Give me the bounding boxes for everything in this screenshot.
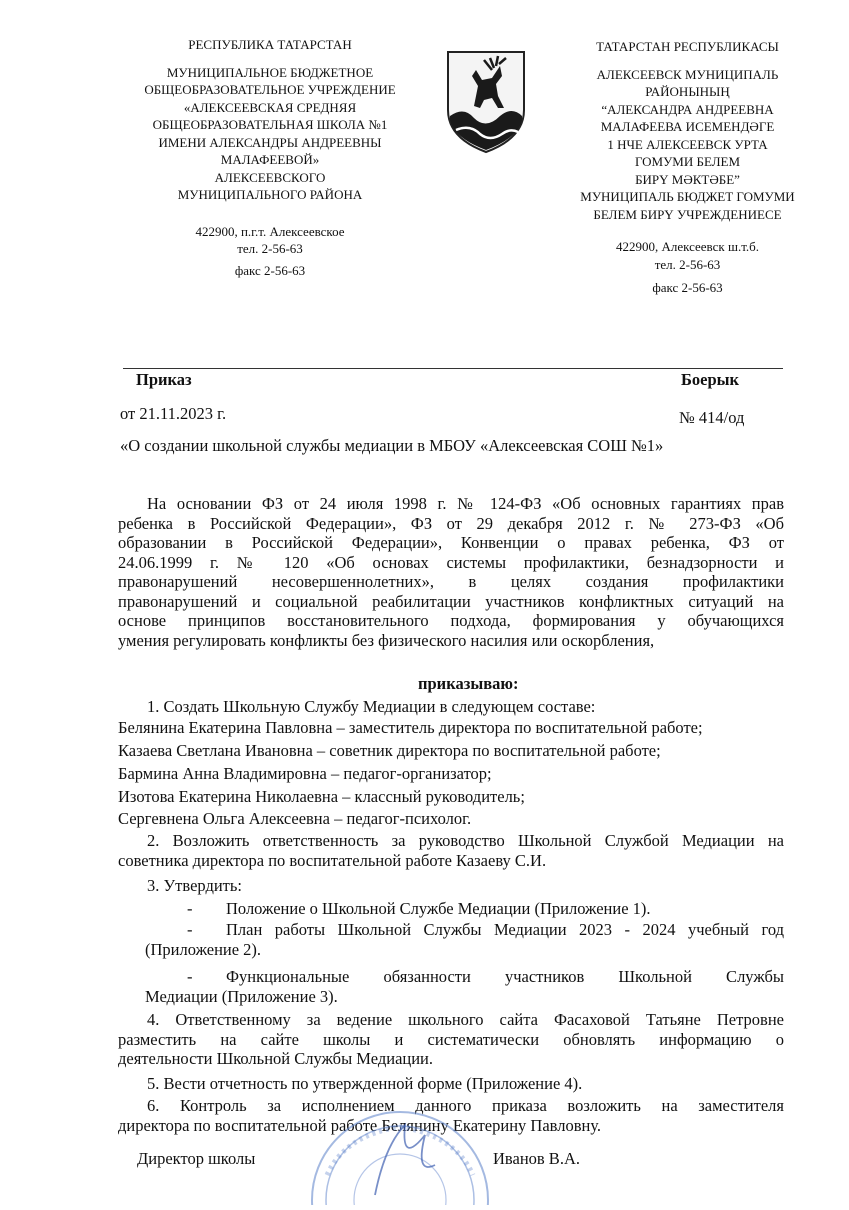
item2 [118,831,784,870]
preamble-line: образовании в Российской Федерации», Конвенции о правах ребенка, ФЗ от [118,533,784,552]
item3-subitem-line: Функциональные обязанности участников Школьной Службы [226,967,784,986]
decree-word: приказываю: [418,674,519,693]
order-title-tt: Боерык [681,370,740,389]
header-right-line: БИРҮ МӘКТӘБЕ” [635,171,740,187]
item6-line: 6. Контроль за исполнением данного приказа возложить на заместителя [147,1096,784,1115]
preamble-line: правонарушений несовершеннолетних», в целях создания профилактики [118,572,784,591]
header-right-phone: тел. 2-56-63 [654,256,721,272]
header-right-line: АЛЕКСЕЕВСК МУНИЦИПАЛЬ [596,66,779,82]
header-left-line: ИМЕНИ АЛЕКСАНДРЫ АНДРЕЕВНЫ [158,134,382,150]
member-line: Бармина Анна Владимировна – педагог-организатор; [118,764,492,783]
item5: 5. Вести отчетность по утвержденной форме (Приложение 4). [147,1074,583,1093]
item3-subitem-line: (Приложение 2). [145,939,262,959]
preamble-line: 24.06.1999 г. № 120 «Об основах системы профилактики, безнадзорности и [118,552,784,572]
order-number: № 414/од [679,408,745,427]
header-right-line: МУНИЦИПАЛЬ БЮДЖЕТ ГОМУМИ [580,189,795,204]
header-left-phone: тел. 2-56-63 [237,241,303,256]
item1-title: 1. Создать Школьную Службу Медиации в следующем составе: [147,697,596,716]
header-left-address: 422900, п.г.т. Алексеевское [195,223,345,239]
item2-line: советника директора по воспитательной работе Казаеву С.И. [118,850,547,870]
header-right-line: РАЙОНЫНЫҢ [645,84,730,99]
item3-subitem-line: План работы Школьной Службы Медиации 2023 - 2024 учебный год [226,920,784,939]
preamble-line: умения регулировать конфликты без физического насилия или оскорбления, [118,630,655,650]
preamble-line: ребенка в Российской Федерации», ФЗ от 29 декабря 2012 г. № 273-ФЗ «Об [118,513,784,533]
preamble [118,494,784,650]
header-right-line: ГОМУМИ БЕЛЕМ [634,154,741,169]
header-left [120,36,420,279]
item3-title: 3. Утвердить: [147,876,242,895]
header-left-line: АЛЕКСЕЕВСКОГО [214,169,326,185]
header-right-line: МАЛАФЕЕВА ИСЕМЕНДӘГЕ [600,119,775,134]
member-line: Казаева Светлана Ивановна – советник директора по воспитательной работе; [118,741,661,760]
item4-line: разместить на сайте школы и систематически обновлять информацию о [118,1029,784,1049]
item3-subitem-line: Медиации (Приложение 3). [145,986,338,1006]
header-left-line: МАЛАФЕЕВОЙ» [220,152,320,167]
item3-subitem [145,967,784,1006]
bullet-dash: - [187,920,193,939]
order-title-ru: Приказ [136,370,192,389]
coat-of-arms-icon [444,46,528,154]
item3-subitem [145,920,784,959]
header-right [545,38,830,297]
header-right-line: ТАТАРСТАН РЕСПУБЛИКАСЫ [596,39,779,54]
item6-line: директора по воспитательной работе Белянину Екатерину Павловну. [118,1115,602,1135]
item2-line: 2. Возложить ответственность за руководство Школьной Службой Медиации на [147,831,784,850]
preamble-line: основе принципов восстановительного подхода, формирования у обучающихся [118,611,784,630]
header-right-line: 1 НЧЕ АЛЕКСЕЕВСК УРТА [607,136,768,152]
order-date: от 21.11.2023 г. [120,404,227,423]
official-stamp [305,1105,495,1205]
signature-position: Директор школы [137,1149,256,1168]
member-line: Изотова Екатерина Николаевна – классный руководитель; [118,787,525,806]
header-right-line: “АЛЕКСАНДРА АНДРЕЕВНА [601,101,774,117]
stamp-seal-icon [305,1105,495,1205]
item4-line: 4. Ответственному за ведение школьного сайта Фасаховой Татьяне Петровне [147,1010,784,1029]
header-right-line: БЕЛЕМ БИРҮ УЧРЕЖДЕНИЕСЕ [593,206,782,222]
header-left-line: «АЛЕКСЕЕВСКАЯ СРЕДНЯЯ [183,99,357,115]
signature-name: Иванов В.А. [493,1149,580,1168]
item4-line: деятельности Школьной Службы Медиации. [118,1049,434,1068]
item3-subitem: Положение о Школьной Службе Медиации (Приложение 1). [226,899,651,918]
header-left-line: ОБЩЕОБРАЗОВАТЕЛЬНОЕ УЧРЕЖДЕНИЕ [144,82,396,97]
preamble-line: На основании ФЗ от 24 июля 1998 г. № 124-ФЗ «Об основных гарантиях прав [147,494,784,513]
member-line: Белянина Екатерина Павловна – заместитель директора по воспитательной работе; [118,718,703,737]
header-right-fax: факс 2-56-63 [652,280,723,295]
header-divider [123,368,783,369]
emblem [444,46,528,154]
order-subject: «О создании школьной службы медиации в МБОУ «Алексеевская СОШ №1» [120,436,664,455]
bullet-dash: - [187,899,193,918]
member-line: Сергевнена Ольга Алексеевна – педагог-психолог. [118,809,472,828]
preamble-line: правонарушений и социальной реабилитации участников конфликтных ситуаций на [118,591,784,611]
header-left-line: МУНИЦИПАЛЬНОГО РАЙОНА [177,187,363,202]
header-left-fax: факс 2-56-63 [234,262,306,278]
header-left-line: ОБЩЕОБРАЗОВАТЕЛЬНАЯ ШКОЛА №1 [152,117,388,132]
header-right-address: 422900, Алексеевск ш.т.б. [615,239,760,254]
item4 [118,1010,784,1069]
header-left-line: РЕСПУБЛИКА ТАТАРСТАН [188,37,352,52]
bullet-dash: - [187,967,193,986]
header-left-line: МУНИЦИПАЛЬНОЕ БЮДЖЕТНОЕ [166,64,374,80]
